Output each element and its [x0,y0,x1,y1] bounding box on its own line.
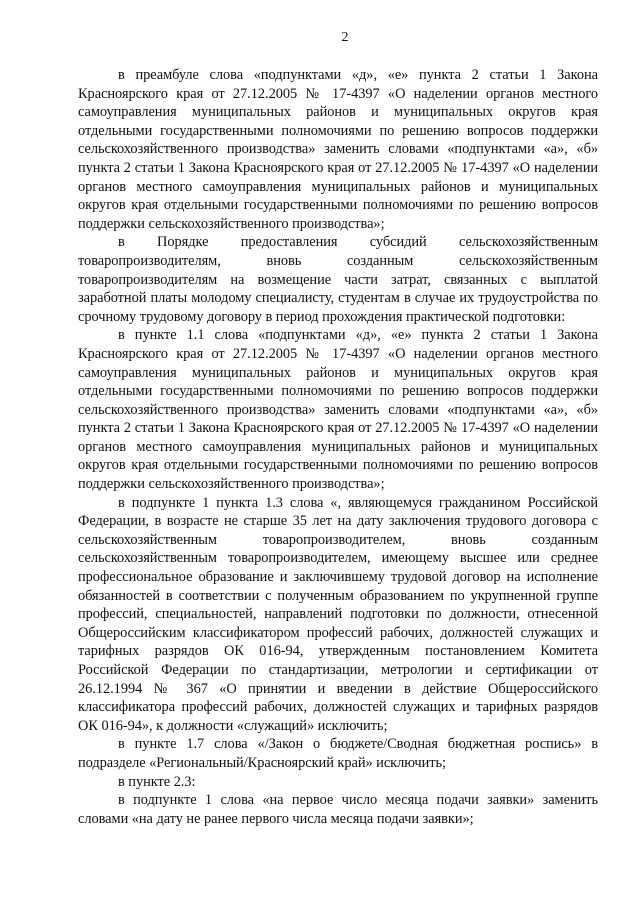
page-number: 2 [341,30,349,45]
paragraph-preamble: в преамбуле слова «подпунктами «д», «е» пункта 2 статьи 1 Закона Красноярского края от 27.12.2005 № 17-4397 «О наделении органов местного самоуправления муниципальных районов и муниципальных округов края отдельными государственными полномочиями по решению вопросов поддержки сельскохозяйственного производства» заменить словами «подпунктами «а», «б» пункта 2 статьи 1 Закона Красноярского края от 27.12.2005 № 17-4397 «О наделении органов местного самоуправления муниципальных районов и муниципальных округов края отдельными государственными полномочиями по решению вопросов поддержки сельскохозяйственного производства»; [78,67,598,232]
paragraph-point-1-1: в пункте 1.1 слова «подпунктами «д», «е» пункта 2 статьи 1 Закона Красноярского края от 27.12.2005 № 17-4397 «О наделении органов местного самоуправления муниципальных районов и муниципальных округов края отдельными государственными полномочиями по решению вопросов поддержки сельскохозяйственного производства» заменить словами «подпунктами «а», «б» пункта 2 статьи 1 Закона Красноярского края от 27.12.2005 № 17-4397 «О наделении органов местного самоуправления муниципальных районов и муниципальных округов края отдельными государственными полномочиями по решению вопросов поддержки сельскохозяйственного производства»; [78,327,598,493]
paragraph-procedure: в Порядке предоставления субсидий сельскохозяйственным товаропроизводителям, вновь созданным сельскохозяйственным товаропроизводителям на возмещение части затрат, связанных с выплатой заработной платы молодому специалисту, студентам в случае их трудоустройства по срочному трудовому договору в период прохождения практической подготовки: [78,234,598,325]
paragraph-point-1-7: в пункте 1.7 слова «/Закон о бюджете/Сводная бюджетная роспись» в подразделе «Региональный/Красноярский край» исключить; [78,736,598,771]
paragraph-point-1-3: в подпункте 1 пункта 1.3 слова «, являющемуся гражданином Российской Федерации, в возрасте не старше 35 лет на дату заключения трудового договора с сельскохозяйственным товаропроизводителем, вновь созданным сельскохозяйственным товаропроизводителем, имеющему высшее или среднее профессиональное образование и заключившему трудовой договор на исполнение обязанностей в соответствии с полученным образованием по укрупненной группе профессий, специальностей, направлений подготовки по должности, отнесенной Общероссийским классификатором профессий рабочих, должностей служащих и тарифных разрядов ОК 016-94, утвержденным постановлением Комитета Российской Федерации по стандартизации, метрологии и сертификации от 26.12.1994 № 367 «О принятии и введении в действие Общероссийского классификатора профессий рабочих, должностей служащих и тарифных разрядов ОК 016-94», к должности «служащий» исключить; [78,494,598,734]
paragraph-subpoint-1: в подпункте 1 слова «на первое число месяца подачи заявки» заменить словами «на дату не ранее первого числа месяца подачи заявки»; [78,792,598,827]
paragraph-point-2-3: в пункте 2.3: [118,773,196,790]
